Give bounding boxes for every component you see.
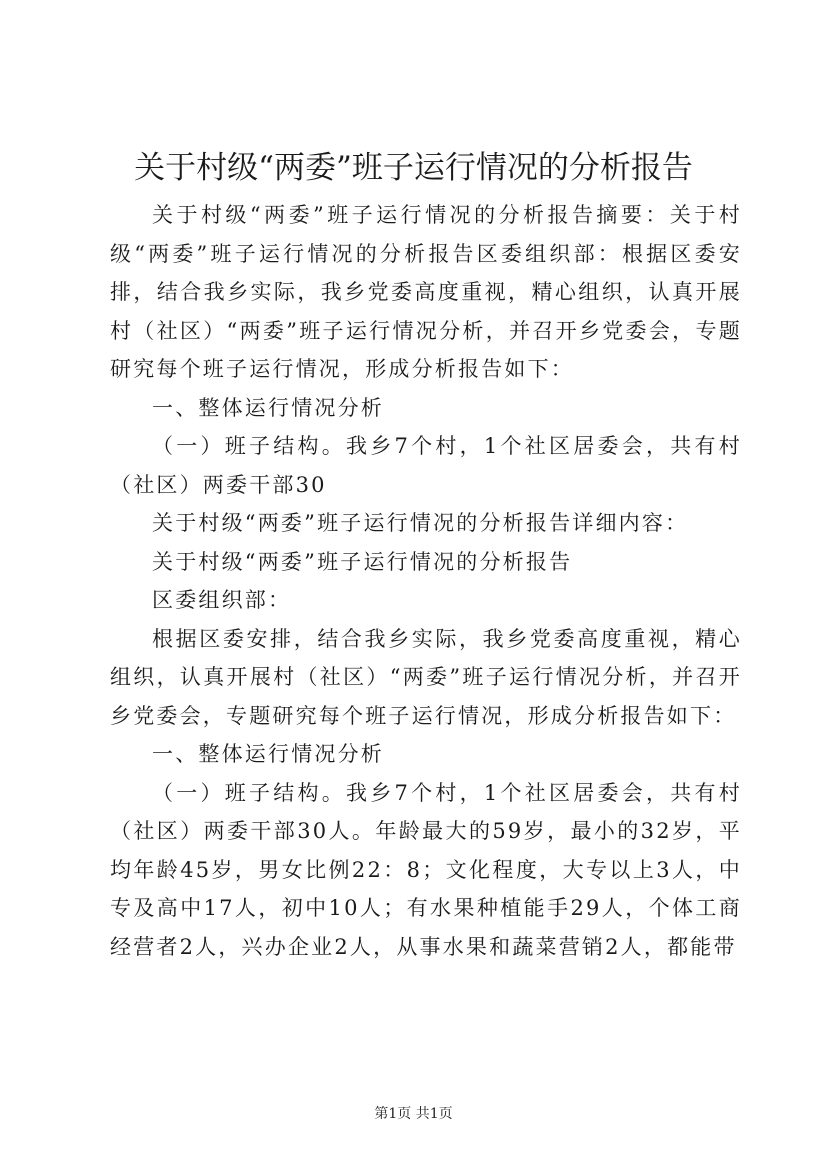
paragraph-structure-full: （一）班子结构。我乡7个村，1个社区居委会，共有村（社区）两委干部30人。年龄最大的59岁，最小的32岁，平均年龄45岁，男女比例22：8；文化程度，大专以上3人，中专及高中17人，初中10人；有水果种植能手29人，个体工商经营者2人，兴办企业2人，从事水果和蔬菜营销2人，都能带: [110, 780, 742, 959]
paragraph-detail-intro: 关于村级“两委”班子运行情况的分析报告详细内容：: [152, 511, 689, 535]
paragraph-heading-overall: 一、整体运行情况分析: [152, 395, 384, 420]
paragraph-report-title: 关于村级“两委”班子运行情况的分析报告: [152, 549, 573, 574]
document-body: [110, 196, 742, 966]
document-title: 关于村级“两委”班子运行情况的分析报告: [134, 150, 693, 186]
page-footer: 第1页 共1页: [374, 1106, 453, 1122]
paragraph-structure-short: （一）班子结构。我乡7个村，1个社区居委会，共有村（社区）两委干部30: [110, 434, 742, 497]
paragraph-summary: 关于村级“两委”班子运行情况的分析报告摘要：关于村级“两委”班子运行情况的分析报告区委组织部：根据区委安排，结合我乡实际，我乡党委高度重视，精心组织，认真开展村（社区）“两委”班子运行情况分析，并召开乡党委会，专题研究每个班子运行情况，形成分析报告如下：: [110, 203, 742, 381]
paragraph-addressee: 区委组织部：: [152, 588, 292, 612]
paragraph-heading-overall-2: 一、整体运行情况分析: [152, 742, 384, 766]
paragraph-intro: 根据区委安排，结合我乡实际，我乡党委高度重视，精心组织，认真开展村（社区）“两委”班子运行情况分析，并召开乡党委会，专题研究每个班子运行情况，形成分析报告如下：: [110, 626, 742, 728]
